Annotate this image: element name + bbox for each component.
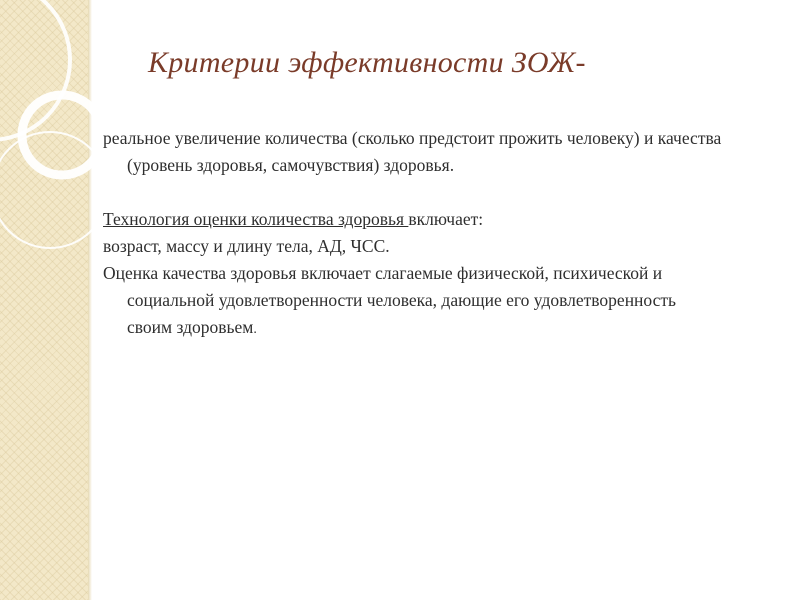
sidebar-edge	[88, 0, 92, 600]
decorative-sidebar	[0, 0, 88, 600]
technology-heading: Технология оценки количества здоровья	[103, 209, 409, 229]
slide-title: Критерии эффективности ЗОЖ-	[148, 46, 586, 79]
technology-paragraph	[103, 206, 723, 233]
quality-paragraph	[103, 260, 723, 343]
spacer	[103, 179, 723, 206]
measures-paragraph: возраст, массу и длину тела, АД, ЧСС.	[103, 236, 390, 256]
quality-period: .	[253, 322, 257, 337]
technology-heading-rest: включает:	[408, 209, 484, 229]
criteria-paragraph: реальное увеличение количества (сколько предстоит прожить человеку) и качества (уровень здоровья, самочувствия) здоровья.	[103, 128, 722, 175]
slide-body	[103, 125, 723, 343]
quality-text: Оценка качества здоровья включает слагаемые физической, психической и социальной удовлетворенности человека, дающие его удовлетворенность своим здоровьем	[103, 263, 677, 337]
